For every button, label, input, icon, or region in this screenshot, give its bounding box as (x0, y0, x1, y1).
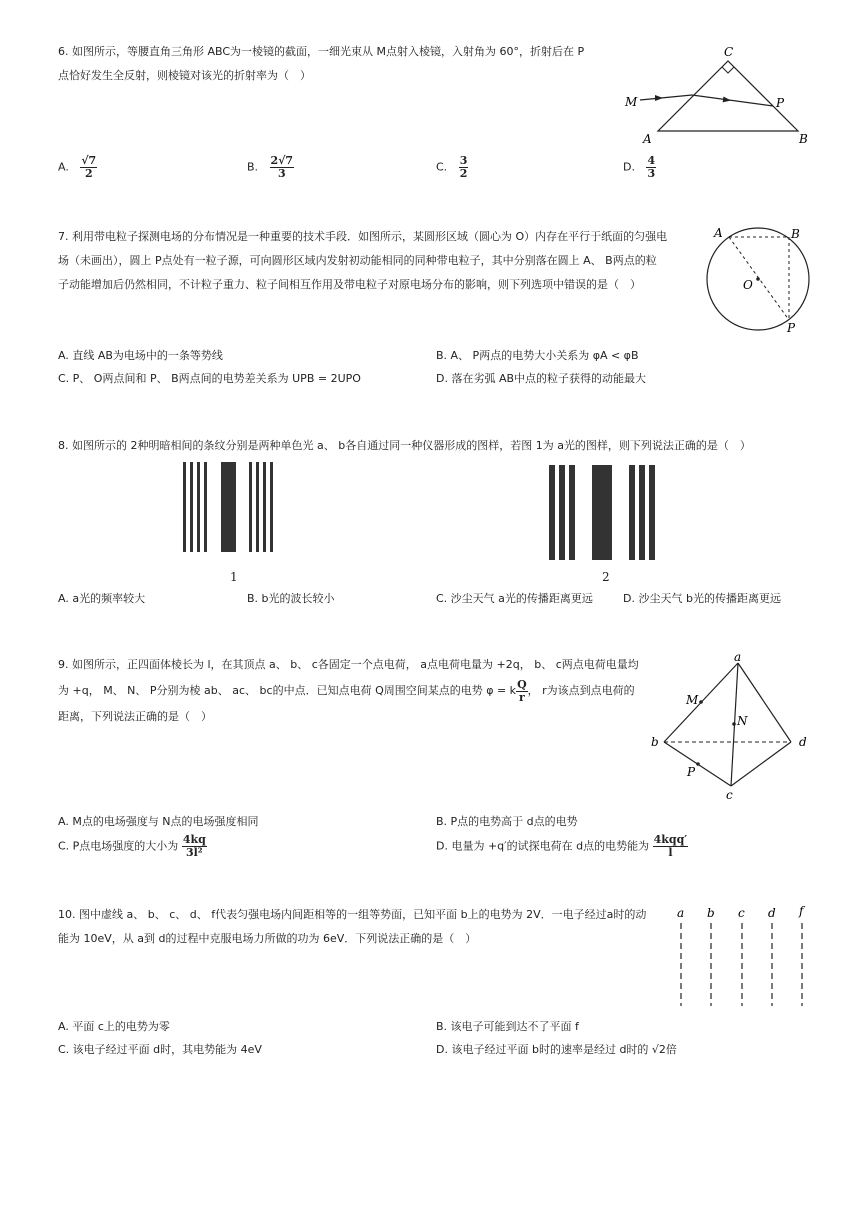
q10-option-b[interactable]: B. 该电子可能到达不了平面 f (436, 1020, 579, 1033)
q9-label-M: M (686, 693, 699, 707)
q9-line3: 距离，下列说法正确的是（ ） (58, 710, 212, 723)
q9-tetrahedron-figure (648, 652, 818, 802)
q9-label-a: a (734, 652, 742, 664)
q6-line2: 点恰好发生全反射，则棱镜对该光的折射率为（ ） (58, 69, 311, 82)
q10-label-c: c (738, 906, 745, 920)
q8-figure-2-label: 2 (602, 570, 610, 584)
q7-label-O: O (743, 278, 753, 292)
q10-label-b: b (707, 906, 715, 920)
q8-figure-1-label: 1 (230, 570, 238, 584)
q10-option-a[interactable]: A. 平面 c上的电势为零 (58, 1020, 170, 1033)
q9-option-a[interactable]: A. M点的电场强度与 N点的电场强度相同 (58, 815, 259, 828)
q6-line1: 6. 如图所示，等腰直角三角形 ABC为一棱镜的截面，一细光束从 M点射入棱镜，入射角为 60°，折射后在 P (58, 45, 585, 58)
q9-option-c[interactable]: C. P点电场强度的大小为 $\frac{4kq}{\text{3l²}}$ (58, 833, 206, 859)
q8-option-a[interactable]: A. a光的频率较大 (58, 592, 146, 605)
q8-option-c[interactable]: C. 沙尘天气 a光的传播距离更远 (436, 592, 593, 605)
question-10-stem (58, 903, 646, 951)
question-9-stem (58, 652, 639, 730)
q7-label-B: B (791, 227, 800, 241)
q10-label-d: d (768, 906, 776, 920)
q6-option-b[interactable]: B. $\frac{2√7}{3}$ (247, 154, 294, 180)
q7-line3: 子动能增加后仍然相同，不计粒子重力、粒子间相互作用及带电粒子对原电场分布的影响，则下列选项中错误的是（ ） (58, 278, 641, 291)
q8-line1: 8. 如图所示的 2种明暗相间的条纹分别是两种单色光 a、 b各自通过同一种仪器形成的图样，若图 1为 a光的图样，则下列说法正确的是（ ） (58, 439, 751, 452)
q9-label-b: b (651, 735, 659, 749)
q6-label-A: A (643, 132, 652, 146)
q8-fringe-pattern-2 (545, 460, 665, 560)
q6-option-c[interactable]: C. $\frac{3}{2}$ (436, 154, 468, 180)
q6-label-M: M (625, 95, 638, 109)
q8-option-b[interactable]: B. b光的波长较小 (247, 592, 335, 605)
q10-equipotential-figure (670, 903, 815, 1013)
q6-label-B: B (799, 132, 808, 146)
q9-line2: 为 +q， M、 N、 P分别为棱 ab、 ac、 bc的中点．已知点电荷 Q周围空间某点的电势 φ = k $\frac{Q}{r}$ ， r为该点到点电荷的 (58, 677, 635, 704)
q7-label-A: A (714, 226, 723, 240)
q9-option-d[interactable]: D. 电量为 +q′的试探电荷在 d点的电势能为 $\frac{\text{4kqq′}}{l}$ (436, 833, 688, 859)
q7-option-d[interactable]: D. 落在劣弧 AB中点的粒子获得的动能最大 (436, 372, 647, 385)
q9-label-d: d (799, 735, 807, 749)
q10-label-f: f (799, 904, 804, 918)
q7-line2: 场（未画出），圆上 P点处有一粒子源，可向圆形区域内发射初动能相同的同种带电粒子，其中分别落在圆上 A、 B两点的粒 (58, 254, 657, 267)
question-6-stem (58, 40, 584, 88)
q7-option-c[interactable]: C. P、 O两点间和 P、 B两点间的电势差关系为 UPB = 2UPO (58, 372, 361, 385)
q9-label-P: P (687, 765, 696, 779)
q10-line1: 10. 图中虚线 a、 b、 c、 d、 f代表匀强电场内间距相等的一组等势面，已知平面 b上的电势为 2V．一电子经过a时的动 (58, 908, 647, 921)
q8-fringe-pattern-1 (180, 460, 280, 555)
q10-option-c[interactable]: C. 该电子经过平面 d时，其电势能为 4eV (58, 1043, 262, 1056)
q9-line1: 9. 如图所示，正四面体棱长为 l，在其顶点 a、 b、 c各固定一个点电荷， a点电荷电量为 +2q， b、 c两点电荷电量均 (58, 658, 639, 671)
q6-label-C: C (724, 45, 734, 59)
q6-label-P: P (776, 96, 785, 110)
q7-label-P: P (787, 321, 796, 335)
q10-line2: 能为 10eV，从 a到 d的过程中克服电场力所做的功为 6eV．下列说法正确的是（ ） (58, 932, 477, 945)
q9-option-b[interactable]: B. P点的电势高于 d点的电势 (436, 815, 578, 828)
q9-label-c: c (726, 788, 733, 802)
q10-label-a: a (677, 906, 685, 920)
q6-option-a[interactable]: A. $\frac{√7}{2}$ (58, 154, 97, 180)
q7-option-a[interactable]: A. 直线 AB为电场中的一条等势线 (58, 349, 223, 362)
q10-option-d[interactable]: D. 该电子经过平面 b时的速率是经过 d时的 √2倍 (436, 1043, 677, 1056)
q8-option-d[interactable]: D. 沙尘天气 b光的传播距离更远 (623, 592, 781, 605)
q6-option-d[interactable]: D. $\frac{4}{3}$ (623, 154, 656, 180)
q7-option-b[interactable]: B. A、 P两点的电势大小关系为 φA < φB (436, 349, 639, 362)
question-8-stem (58, 434, 751, 458)
q6-prism-figure (615, 40, 815, 148)
q7-line1: 7. 利用带电粒子探测电场的分布情况是一种重要的技术手段．如图所示，某圆形区域（圆心为 O）内存在平行于纸面的匀强电 (58, 230, 668, 243)
q7-circle-figure (700, 222, 820, 337)
q9-label-N: N (737, 714, 748, 728)
question-7-stem (58, 225, 667, 297)
